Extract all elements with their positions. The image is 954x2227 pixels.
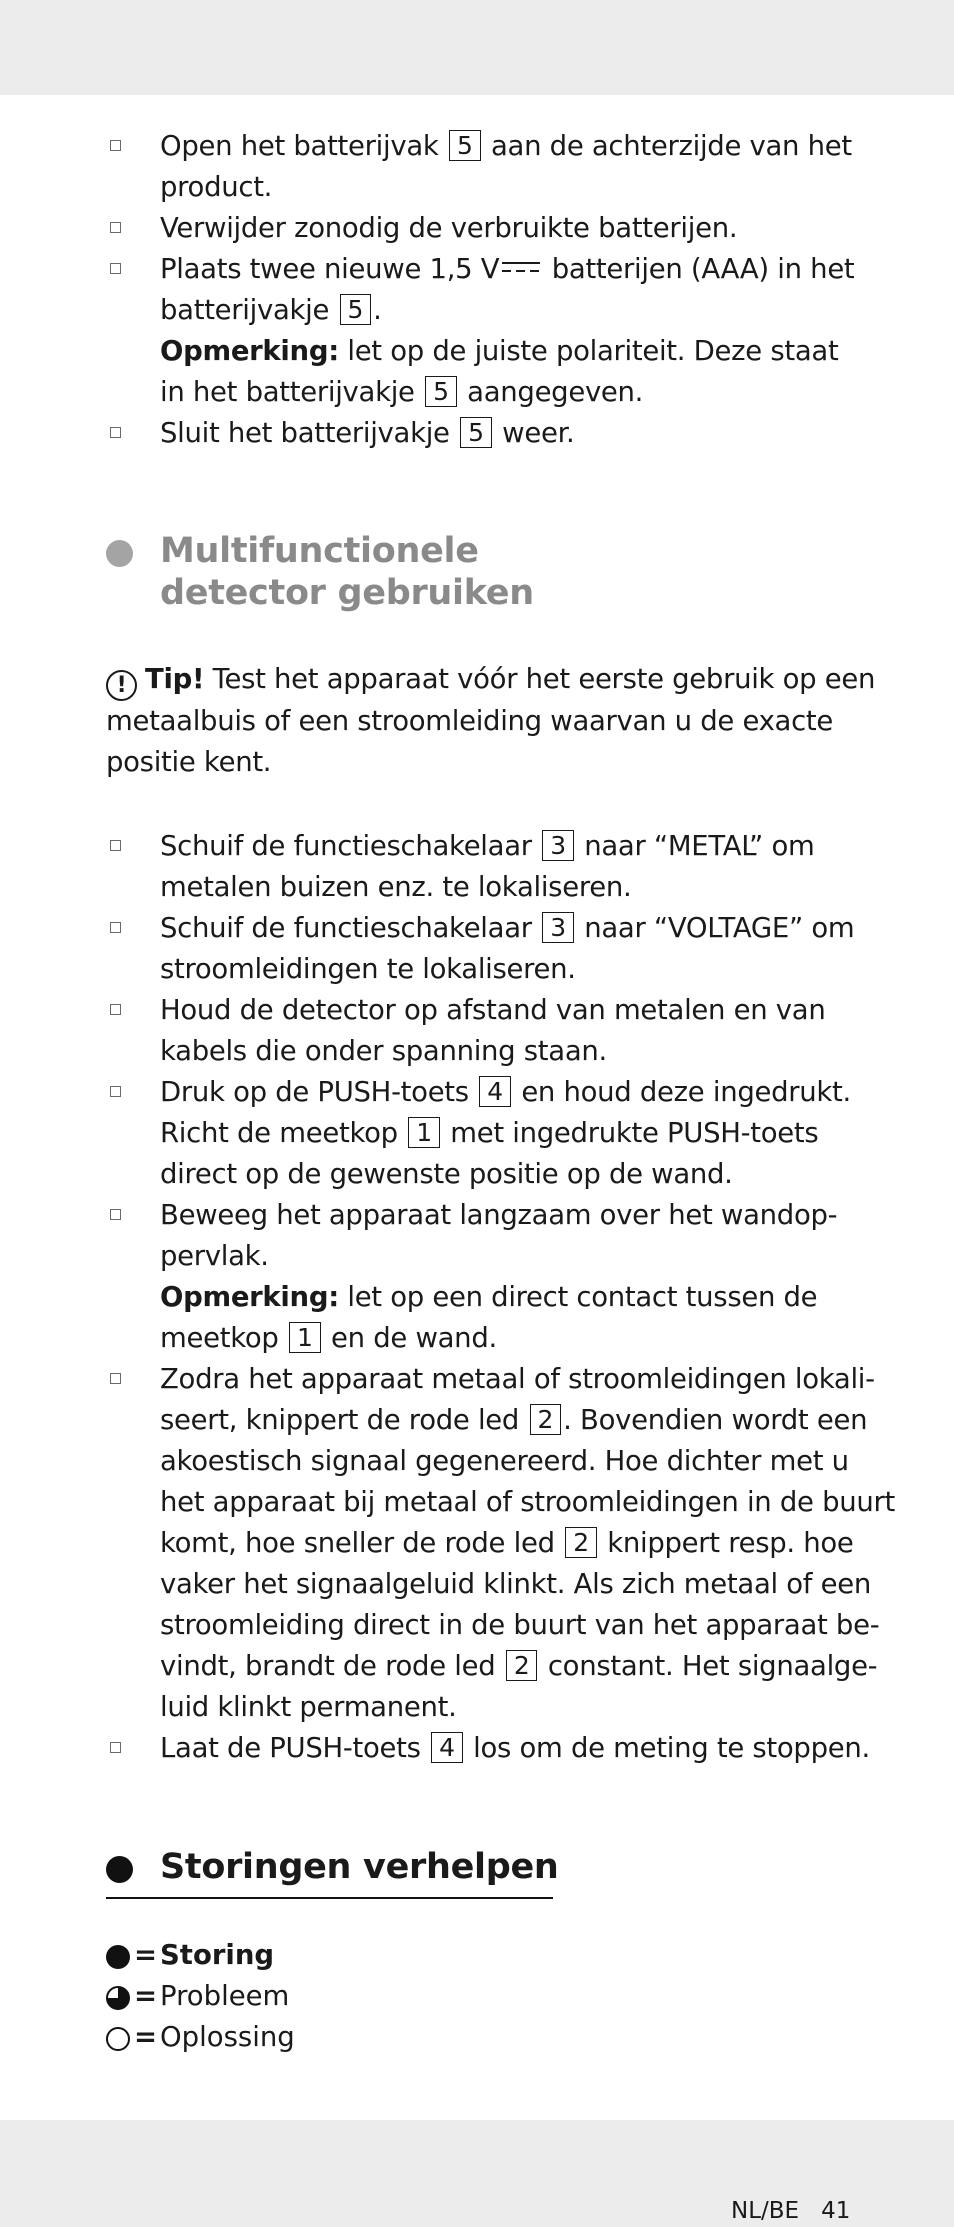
- step-item: [106, 1195, 866, 1359]
- legend-label: Storing: [160, 1939, 275, 1971]
- step-item: [106, 126, 866, 208]
- checkbox-icon: [110, 922, 121, 933]
- text-line: Richt de meetkop 1 met ingedrukte PUSH-toets: [160, 1117, 819, 1149]
- tip-line: metaalbuis of een stroomleiding waarvan u de exacte: [106, 705, 834, 737]
- text-line: stroomleiding direct in de buurt van het apparaat be-: [160, 1609, 880, 1641]
- step-item: [106, 249, 866, 413]
- empty-circle-icon: [106, 2027, 130, 2051]
- part-number-box: 3: [542, 912, 574, 943]
- top-band: [0, 0, 954, 95]
- section-title-use: [160, 530, 534, 614]
- text-line: Beweeg het apparaat langzaam over het wandop-: [160, 1199, 838, 1231]
- text-line: kabels die onder spanning staan.: [160, 1035, 607, 1067]
- part-number-box: 4: [479, 1076, 511, 1107]
- text-line: Verwijder zonodig de verbruikte batterijen.: [160, 212, 738, 244]
- text-line: Druk op de PUSH-toets 4 en houd deze ingedrukt.: [160, 1076, 851, 1108]
- checkbox-icon: [110, 1373, 121, 1384]
- checkbox-icon: [110, 427, 121, 438]
- step-item: [106, 208, 866, 249]
- text-line: Houd de detector op afstand van metalen en van: [160, 994, 826, 1026]
- part-number-box: 5: [460, 417, 492, 448]
- page-number: 41: [821, 2198, 851, 2224]
- part-number-box: 5: [425, 376, 457, 407]
- text-line: Opmerking: let op de juiste polariteit. Deze staat: [160, 335, 839, 367]
- part-number-box: 5: [449, 130, 481, 161]
- checkbox-icon: [110, 263, 121, 274]
- part-number-box: 2: [565, 1527, 597, 1558]
- black-bullet-icon: [106, 1856, 133, 1883]
- direct-current-icon: [501, 259, 541, 275]
- part-number-box: 4: [431, 1732, 463, 1763]
- text-line: in het batterijvakje 5 aangegeven.: [160, 376, 644, 408]
- tip-label: Tip!: [145, 663, 205, 695]
- text-line: Opmerking: let op een direct contact tussen de: [160, 1281, 818, 1313]
- text-line: Plaats twee nieuwe 1,5 V batterijen (AAA) in het: [160, 253, 855, 285]
- part-number-box: 1: [408, 1117, 440, 1148]
- note-label: Opmerking:: [160, 335, 339, 367]
- part-number-box: 5: [340, 294, 372, 325]
- step-item: [106, 1359, 895, 1728]
- step-item: [106, 1728, 870, 1769]
- section-title-troubleshooting: Storingen verhelpen: [160, 1847, 559, 1887]
- legend-label: Probleem: [160, 1980, 290, 2012]
- text-line: akoestisch signaal gegenereerd. Hoe dichter met u: [160, 1445, 849, 1477]
- part-number-box: 2: [530, 1404, 562, 1435]
- tip-line: ! Tip! Test het apparaat vóór het eerste gebruik op een: [106, 659, 886, 701]
- tip-note: [106, 659, 886, 783]
- part-number-box: 3: [542, 830, 574, 861]
- part-number-box: 2: [506, 1650, 538, 1681]
- checkbox-icon: [110, 840, 121, 851]
- text-line: Zodra het apparaat metaal of stroomleidingen lokali-: [160, 1363, 875, 1395]
- text-line: vindt, brandt de rode led 2 constant. Het signaalge-: [160, 1650, 878, 1682]
- text-line: Open het batterijvak 5 aan de achterzijde van het: [160, 130, 852, 162]
- step-item: [106, 826, 866, 908]
- language-code: NL/BE: [731, 2198, 800, 2224]
- text-line: Schuif de functieschakelaar 3 naar “VOLTAGE” om: [160, 912, 855, 944]
- text-line: luid klinkt permanent.: [160, 1691, 457, 1723]
- text-line: meetkop 1 en de wand.: [160, 1322, 497, 1354]
- legend-equals: =: [134, 1939, 158, 1971]
- section-title-line: detector gebruiken: [160, 573, 534, 613]
- battery-step-list: [106, 126, 866, 454]
- exclamation-circle-icon: !: [106, 670, 137, 701]
- part-number-box: 1: [289, 1322, 321, 1353]
- text-line: Schuif de functieschakelaar 3 naar “METAL” om: [160, 830, 815, 862]
- text-line: komt, hoe sneller de rode led 2 knippert resp. hoe: [160, 1527, 854, 1559]
- text-line: direct op de gewenste positie op de wand.: [160, 1158, 733, 1190]
- step-item: [106, 413, 866, 454]
- tip-line: positie kent.: [106, 746, 272, 778]
- checkbox-icon: [110, 140, 121, 151]
- step-item: [106, 1072, 866, 1195]
- text-line: pervlak.: [160, 1240, 269, 1272]
- text-line: batterijvakje 5 .: [160, 294, 382, 326]
- heading-underline: [106, 1897, 553, 1899]
- step-item: [106, 990, 866, 1072]
- usage-step-list: [106, 826, 895, 1769]
- note-label: Opmerking:: [160, 1281, 339, 1313]
- text-line: stroomleidingen te lokaliseren.: [160, 953, 576, 985]
- text-line: Sluit het batterijvakje 5 weer.: [160, 417, 575, 449]
- filled-circle-icon: [106, 1945, 130, 1969]
- text-line: Laat de PUSH-toets 4 los om de meting te stoppen.: [160, 1732, 870, 1764]
- text-line: het apparaat bij metaal of stroomleidingen in de buurt: [160, 1486, 895, 1518]
- text-line: metalen buizen enz. te lokaliseren.: [160, 871, 632, 903]
- checkbox-icon: [110, 1086, 121, 1097]
- text-line: vaker het signaalgeluid klinkt. Als zich metaal of een: [160, 1568, 871, 1600]
- checkbox-icon: [110, 1742, 121, 1753]
- section-title-line: Multifunctionele: [160, 531, 479, 571]
- step-item: [106, 908, 866, 990]
- checkbox-icon: [110, 1004, 121, 1015]
- legend-equals: =: [134, 1980, 158, 2012]
- checkbox-icon: [110, 222, 121, 233]
- legend-label: Oplossing: [160, 2021, 295, 2053]
- grey-bullet-icon: [106, 540, 133, 567]
- legend-equals: =: [134, 2021, 158, 2053]
- half-filled-circle-icon: [106, 1986, 130, 2010]
- text-line: seert, knippert de rode led 2 . Bovendien wordt een: [160, 1404, 868, 1436]
- text-line: product.: [160, 171, 273, 203]
- page-footer: [731, 2198, 850, 2224]
- checkbox-icon: [110, 1209, 121, 1220]
